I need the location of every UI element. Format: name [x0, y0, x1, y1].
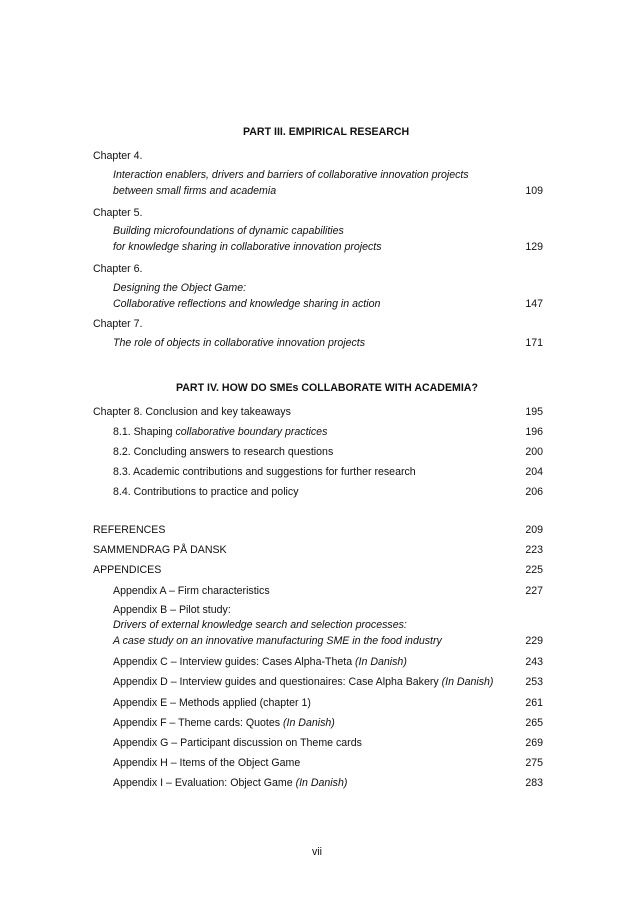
chapter-5-page: 129 — [525, 241, 543, 253]
chapter-7-label: Chapter 7. — [93, 318, 143, 330]
sammendrag-page: 223 — [525, 544, 543, 556]
chapter-7-page: 171 — [525, 337, 543, 349]
appendix-i-page: 283 — [525, 777, 543, 789]
sammendrag-entry: SAMMENDRAG PÅ DANSK — [93, 544, 227, 556]
appendix-a-page: 227 — [525, 585, 543, 597]
appendices-page: 225 — [525, 564, 543, 576]
appendix-d-italic: (In Danish) — [441, 676, 494, 688]
appendix-i-text: Appendix I – Evaluation: Object Game — [113, 777, 296, 789]
appendix-c — [113, 656, 407, 668]
appendix-f-text: Appendix F – Theme cards: Quotes — [113, 717, 283, 729]
part-iv-heading: PART IV. HOW DO SMEs COLLABORATE WITH ACADEMIA? — [176, 382, 478, 394]
section-8-2-page: 200 — [525, 446, 543, 458]
section-8-3: 8.3. Academic contributions and suggestions for further research — [113, 466, 416, 478]
appendix-d-page: 253 — [525, 676, 543, 688]
appendix-c-text: Appendix C – Interview guides: Cases Alpha-Theta — [113, 656, 356, 668]
section-8-1-page: 196 — [525, 426, 543, 438]
chapter-7-title: The role of objects in collaborative innovation projects — [113, 337, 366, 349]
appendix-b-page: 229 — [525, 635, 543, 647]
chapter-4-page: 109 — [525, 185, 543, 197]
appendix-g-page: 269 — [525, 737, 543, 749]
chapter-6-label: Chapter 6. — [93, 263, 143, 275]
section-8-1 — [113, 426, 327, 438]
chapter-4-title-line1: Interaction enablers, drivers and barriers of collaborative innovation projects — [113, 169, 469, 181]
appendix-b: Appendix B – Pilot study: — [113, 604, 231, 616]
appendix-d-text: Appendix D – Interview guides and questionaires: Case Alpha Bakery — [113, 676, 442, 688]
appendix-f — [113, 717, 335, 729]
appendix-i — [113, 777, 347, 789]
appendix-d — [113, 676, 493, 688]
chapter-8-page: 195 — [525, 406, 543, 418]
appendix-e-page: 261 — [525, 697, 543, 709]
section-8-4: 8.4. Contributions to practice and policy — [113, 486, 299, 498]
chapter-5-title-line1: Building microfoundations of dynamic capabilities — [113, 225, 344, 237]
section-8-1-italic: collaborative boundary practices — [175, 426, 328, 438]
references-page: 209 — [525, 524, 543, 536]
section-8-2: 8.2. Concluding answers to research questions — [113, 446, 334, 458]
appendix-a: Appendix A – Firm characteristics — [113, 585, 270, 597]
appendix-f-italic: (In Danish) — [282, 717, 335, 729]
part-iii-heading: PART III. EMPIRICAL RESEARCH — [243, 126, 410, 138]
chapter-5-title-line2: for knowledge sharing in collaborative innovation projects — [113, 241, 382, 253]
appendix-c-page: 243 — [525, 656, 543, 668]
chapter-8-title: Chapter 8. Conclusion and key takeaways — [93, 406, 291, 418]
appendix-h: Appendix H – Items of the Object Game — [113, 757, 301, 769]
appendix-c-italic: (In Danish) — [355, 656, 407, 668]
appendices-entry: APPENDICES — [93, 564, 162, 576]
chapter-4-title-line2: between small firms and academia — [113, 185, 277, 197]
footer-page-number: vii — [312, 846, 323, 858]
references-entry: REFERENCES — [93, 524, 166, 536]
appendix-b-line3: A case study on an innovative manufacturing SME in the food industry — [113, 635, 442, 647]
appendix-f-page: 265 — [525, 717, 543, 729]
section-8-4-page: 206 — [525, 486, 543, 498]
chapter-6-title-line2: Collaborative reflections and knowledge sharing in action — [113, 298, 381, 310]
appendix-e: Appendix E – Methods applied (chapter 1) — [113, 697, 311, 709]
chapter-5-label: Chapter 5. — [93, 207, 143, 219]
appendix-i-italic: (In Danish) — [295, 777, 348, 789]
chapter-6-title-line1: Designing the Object Game: — [113, 282, 247, 294]
appendix-b-line2: Drivers of external knowledge search and selection processes: — [113, 619, 407, 631]
chapter-4-label: Chapter 4. — [93, 150, 143, 162]
section-8-1-text: 8.1. Shaping — [113, 426, 176, 438]
appendix-h-page: 275 — [525, 757, 543, 769]
chapter-6-page: 147 — [525, 298, 543, 310]
section-8-3-page: 204 — [525, 466, 543, 478]
appendix-g: Appendix G – Participant discussion on Theme cards — [113, 737, 362, 749]
